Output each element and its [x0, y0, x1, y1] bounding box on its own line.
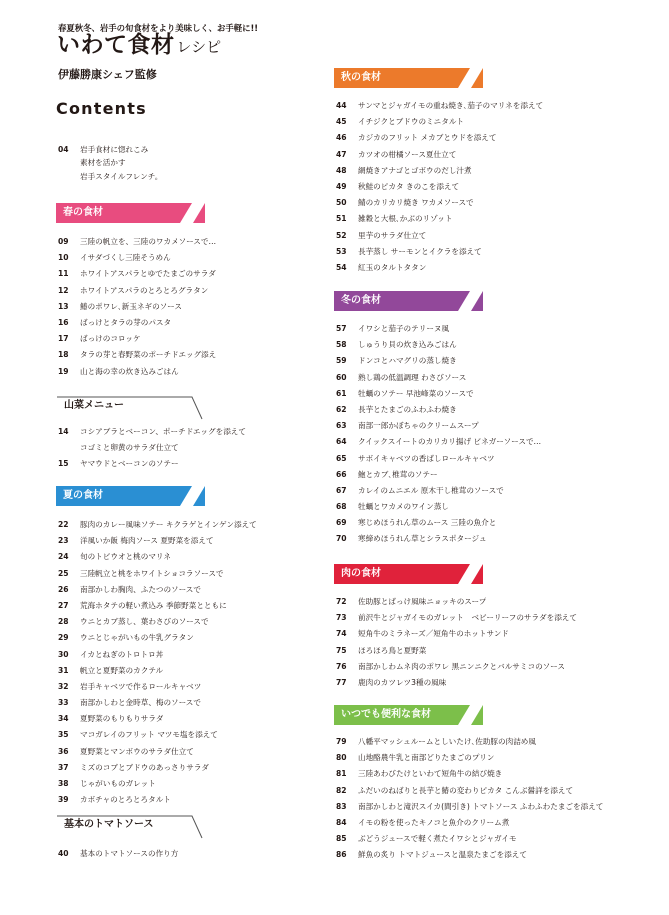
recipe-title: 紅玉のタルトタタン: [358, 262, 427, 272]
list-item[interactable]: [58, 299, 338, 315]
page-number: 24: [58, 552, 69, 562]
supervisor-credit: 伊藤勝康シェフ監修: [58, 68, 157, 81]
page-number: 09: [58, 237, 69, 246]
recipe-title: 鰆のポワレ､新玉ネギのソース: [80, 301, 182, 311]
autumn-list: [336, 98, 656, 276]
list-item[interactable]: [58, 760, 338, 776]
page-number: 38: [58, 779, 69, 788]
page-number: 54: [336, 262, 347, 272]
contents-heading: Contents: [56, 99, 147, 118]
list-item[interactable]: [58, 630, 338, 646]
section-header-tomato: [56, 815, 204, 839]
recipe-title: 基本のトマトソースの作り方: [80, 849, 179, 858]
page-number: 10: [58, 253, 69, 263]
list-item[interactable]: [58, 647, 338, 663]
list-item[interactable]: [336, 499, 656, 515]
page-number: 22: [58, 520, 69, 529]
list-item[interactable]: [336, 734, 656, 750]
list-item[interactable]: [336, 626, 656, 642]
page-number: 31: [58, 665, 69, 675]
page-number: 27: [58, 600, 69, 610]
page-number: 15: [58, 459, 69, 469]
page-number: 63: [336, 421, 347, 431]
section-header-autumn: [334, 68, 483, 88]
page-number: 16: [58, 317, 69, 327]
page-number: 18: [58, 350, 69, 360]
recipe-title: 岩手食材に惚れこみ: [80, 145, 149, 154]
recipe-title: 南部一郎かぼちゃのクリームスープ: [358, 421, 479, 431]
page-number: 83: [336, 801, 347, 811]
recipe-title: ふだいのねばりと長芋と鰆の変わりピカタ こんぶ醤詳を添えて: [358, 785, 574, 795]
list-item[interactable]: [58, 347, 338, 363]
list-item[interactable]: [336, 783, 656, 799]
sansai-list: [58, 424, 338, 473]
recipe-title: 短角牛のミラネーズ／短角牛のホットサンド: [358, 629, 509, 639]
recipe-title: 三陸の帆立を、三陸のワカメソースで…: [80, 237, 217, 246]
section-label: 山菜メニュー: [64, 400, 124, 411]
recipe-title: 牡蠣のソテー 早池峰菜のソースで: [358, 388, 474, 398]
recipe-title: 網焼きアナゴとゴボウのだし汁煮: [358, 165, 472, 175]
recipe-title: 鹿肉のカツレツ3種の風味: [358, 677, 447, 687]
page-number: 19: [58, 366, 69, 376]
page-number: 59: [336, 356, 347, 366]
recipe-title: ミズのコブとブドウのあっさりサラダ: [80, 762, 209, 772]
page-number: 81: [336, 769, 347, 779]
page-number: 11: [58, 269, 69, 279]
page-number: 70: [336, 534, 347, 544]
spring-list: [58, 234, 338, 380]
page-number: 35: [58, 730, 69, 740]
section-header-always: [334, 705, 483, 725]
recipe-title: ドンコとハマグリの蒸し焼き: [358, 356, 457, 366]
list-item[interactable]: [58, 315, 338, 331]
page-number: 53: [336, 246, 347, 256]
page-number: 47: [336, 149, 347, 159]
recipe-title: カボチャのとろとろタルト: [80, 795, 171, 805]
list-item[interactable]: [58, 582, 338, 598]
recipe-title: コシアブラとベーコン、ポーチドエッグを添えて: [80, 427, 246, 436]
recipe-title: ほろほろ鳥と夏野菜: [358, 645, 427, 655]
tagline: 春夏秋冬、岩手の旬食材をより美味しく、お手軽に!!: [58, 23, 259, 33]
page-number: 32: [58, 681, 69, 691]
list-item[interactable]: [58, 156, 328, 169]
page-number: 80: [336, 753, 347, 763]
list-item[interactable]: [336, 353, 656, 369]
section-label: 夏の食材: [63, 490, 103, 501]
recipe-title: タラの芽と春野菜のポーチドエッグ添え: [80, 350, 217, 360]
list-item[interactable]: [336, 434, 656, 450]
list-item[interactable]: [336, 114, 656, 130]
page-number: 48: [336, 165, 347, 175]
page-number: 14: [58, 427, 69, 436]
page-number: 04: [58, 145, 69, 154]
section-header-sansai: [56, 396, 204, 420]
list-item[interactable]: [58, 440, 338, 456]
recipe-title: 前沢牛とジャガイモのガレット ベビーリーフのサラダを添えて: [358, 613, 577, 623]
page-number: 65: [336, 453, 347, 463]
recipe-title: 夏野菜とマンボウのサラダ仕立て: [80, 746, 194, 756]
recipe-title: 南部かしわムネ肉のポワレ 黒ニンニクとバルサミコのソース: [358, 661, 565, 671]
page-number: 67: [336, 485, 347, 495]
recipe-title: 三陸あわびたけといわて短角牛の結び焼き: [358, 769, 503, 779]
list-item[interactable]: [336, 675, 656, 691]
section-label: 冬の食材: [341, 295, 381, 306]
list-item[interactable]: [336, 515, 656, 531]
recipe-title: 洋風いか飯 梅肉ソース 夏野菜を添えて: [80, 536, 214, 546]
recipe-title: イワシと茄子のテリーヌ風: [358, 324, 450, 333]
page-number: 12: [58, 285, 69, 295]
list-item[interactable]: [58, 143, 328, 156]
page-number: 73: [336, 613, 347, 623]
recipe-title: 秋鮭のピカタ きのこを添えて: [358, 181, 460, 191]
list-item[interactable]: [336, 451, 656, 467]
page-number: 62: [336, 404, 347, 414]
page-number: 76: [336, 661, 347, 671]
recipe-title: しゅうり貝の炊き込みごはん: [358, 340, 457, 350]
recipe-title: 雑穀と大根､かぶのリゾット: [358, 214, 453, 224]
list-item[interactable]: [336, 211, 656, 227]
recipe-title: サボイキャベツの香ばしロールキャベツ: [358, 453, 495, 463]
recipe-title: 長芋蒸し サーモンとイクラを添えて: [358, 246, 482, 256]
section-label: 秋の食材: [341, 72, 381, 83]
page-number: 74: [336, 629, 347, 639]
recipe-title: 鯖のカリカリ焼き ワカメソースで: [358, 198, 474, 208]
page-number: 86: [336, 850, 347, 860]
page-number: 68: [336, 502, 347, 512]
section-header-spring: [56, 203, 205, 223]
page-number: 50: [336, 198, 347, 208]
recipe-title: 熟し鶏の低温調理 わさびソース: [358, 372, 467, 382]
list-item[interactable]: [336, 799, 656, 815]
page-number: 26: [58, 584, 69, 594]
page-number: 28: [58, 617, 69, 627]
list-item[interactable]: [336, 402, 656, 418]
recipe-title: 山地酪農牛乳と南部どりたまごのプリン: [358, 753, 495, 763]
recipe-title: 岩手スタイルフレンチ。: [80, 171, 163, 181]
list-item[interactable]: [336, 163, 656, 179]
recipe-title: ウニとカブ蒸し、葉わさびのソースで: [80, 617, 209, 627]
page-number: 44: [336, 101, 347, 110]
list-item[interactable]: [58, 744, 338, 760]
winter-list: [336, 321, 656, 548]
list-item[interactable]: [58, 250, 338, 266]
recipe-title: 山と海の幸の炊き込みごはん: [80, 366, 179, 376]
page-title: [57, 34, 221, 57]
list-item[interactable]: [336, 98, 656, 114]
recipe-title: 岩手キャベツで作るロールキャベツ: [80, 681, 202, 691]
page-number: 23: [58, 536, 69, 546]
recipe-title: マコガレイのフリット マツモ塩を添えて: [80, 730, 218, 740]
page-number: [58, 156, 80, 169]
page-number: 72: [336, 597, 347, 606]
list-item[interactable]: [336, 130, 656, 146]
page-number: 30: [58, 649, 69, 659]
list-item[interactable]: [336, 659, 656, 675]
page-number: 66: [336, 469, 347, 479]
list-item[interactable]: [58, 424, 338, 440]
page-number: 84: [336, 817, 347, 827]
list-item[interactable]: [336, 195, 656, 211]
section-label: 肉の食材: [341, 568, 381, 579]
page-number: 52: [336, 230, 347, 240]
recipe-title: イサダづくし三陸そうめん: [80, 253, 171, 263]
meat-list: [336, 594, 656, 691]
list-item[interactable]: [336, 337, 656, 353]
page-number: 57: [336, 324, 347, 333]
page-number: 40: [58, 849, 69, 858]
page-number: 60: [336, 372, 347, 382]
list-item[interactable]: [58, 364, 338, 380]
recipe-title: 豚肉のカレー風味ソテー キクラゲとインゲン添えて: [80, 520, 257, 529]
recipe-title: ホワイトアスパラとゆでたまごのサラダ: [80, 269, 216, 279]
page-number: 77: [336, 677, 347, 687]
page-number: 51: [336, 214, 347, 224]
recipe-title: ばっけのコロッケ: [80, 334, 141, 344]
recipe-title: カツオの柑橘ソース夏仕立て: [358, 149, 457, 159]
page-number: 58: [336, 340, 347, 350]
section-label: 春の食材: [63, 207, 103, 218]
recipe-title: カジカのフリット メカブとウドを添えて: [358, 133, 497, 143]
list-item[interactable]: [336, 260, 656, 276]
page-number: 17: [58, 334, 69, 344]
list-item[interactable]: [336, 610, 656, 626]
recipe-title: 夏野菜のもりもりサラダ: [80, 714, 164, 724]
list-item[interactable]: [336, 643, 656, 659]
page-number: 82: [336, 785, 347, 795]
recipe-title: ぶどうジュースで軽く煮たイワシとジャガイモ: [358, 834, 517, 844]
list-item[interactable]: [58, 283, 338, 299]
recipe-title: 南部かしわと滝沢スイカ(間引き) トマトソース ふわふわたまごを添えて: [358, 801, 604, 811]
recipe-title: 三陸帆立と桃をホワイトショコラソースで: [80, 568, 224, 578]
list-item[interactable]: [58, 792, 338, 808]
list-item[interactable]: [336, 244, 656, 260]
page-number: 85: [336, 834, 347, 844]
list-item[interactable]: [336, 531, 656, 547]
page-number: 36: [58, 746, 69, 756]
recipe-title: 荒海ホタテの軽い煮込み 季節野菜とともに: [80, 600, 227, 610]
recipe-title: イカとねぎのトロトロ丼: [80, 649, 164, 659]
recipe-title: 南部かしわ胸肉、ふたつのソースで: [80, 584, 201, 594]
list-item[interactable]: [58, 776, 338, 792]
list-item[interactable]: [336, 321, 656, 337]
page-number: 46: [336, 133, 347, 143]
section-label: 基本のトマトソース: [64, 819, 154, 830]
list-item[interactable]: [58, 234, 338, 250]
list-item[interactable]: [58, 846, 338, 862]
page-number: 61: [336, 388, 347, 398]
recipe-title: 牡蠣とワカメのワイン蒸し: [358, 502, 449, 512]
recipe-title: サンマとジャガイモの重ね焼き､茄子のマリネを添えて: [358, 101, 544, 110]
list-item[interactable]: [336, 228, 656, 244]
recipe-title: 素材を活かす: [80, 158, 126, 168]
list-item[interactable]: [58, 331, 338, 347]
recipe-title: コゴミと卵黄のサラダ仕立て: [80, 443, 179, 453]
recipe-title: 旬のトビウオと桃のマリネ: [80, 552, 171, 562]
recipe-title: 佐助豚とばっけ風味ニョッキのスープ: [358, 597, 487, 606]
list-item[interactable]: [336, 179, 656, 195]
page-number: 29: [58, 633, 69, 643]
recipe-title: イモの粉を使ったキノコと魚介のクリーム煮: [358, 817, 510, 827]
recipe-title: 八幡平マッシュルームとしいたけ､佐助豚の肉詰め風: [358, 737, 536, 746]
recipe-title: ホワイトアスパラのとろとろグラタン: [80, 285, 209, 295]
page-number: 64: [336, 437, 347, 447]
list-item[interactable]: [58, 549, 338, 565]
recipe-title: じゃがいものガレット: [80, 779, 156, 788]
recipe-title: クイックスイートのカリカリ揚げ ビネガーソースで…: [358, 437, 542, 447]
title-sub: レシピ: [176, 38, 222, 56]
recipe-title: 寒じめほうれん草のムース 三陸の魚介と: [358, 518, 497, 528]
page-number: 25: [58, 568, 69, 578]
page-number: 39: [58, 795, 69, 805]
list-item[interactable]: [336, 147, 656, 163]
list-item[interactable]: [336, 815, 656, 831]
page-number: 45: [336, 117, 347, 127]
list-item[interactable]: [336, 594, 656, 610]
list-item[interactable]: [58, 533, 338, 549]
section-header-meat: [334, 564, 483, 584]
list-item[interactable]: [58, 456, 338, 472]
list-item[interactable]: [58, 711, 338, 727]
page-number: [58, 170, 80, 183]
list-item[interactable]: [336, 467, 656, 483]
recipe-title: ウニとじゃがいもの牛乳グラタン: [80, 633, 194, 643]
page-number: 33: [58, 698, 69, 708]
page-number: 75: [336, 645, 347, 655]
page-number: 37: [58, 762, 69, 772]
title-main: いわて食材: [57, 32, 175, 58]
always-list: [336, 734, 656, 864]
list-item[interactable]: [336, 418, 656, 434]
list-item[interactable]: [58, 614, 338, 630]
list-item[interactable]: [336, 847, 656, 863]
section-header-summer: [56, 486, 205, 506]
page-number: 34: [58, 714, 69, 724]
recipe-title: 帆立と夏野菜のカクテル: [80, 665, 164, 675]
summer-list: [58, 517, 338, 808]
list-item[interactable]: [58, 663, 338, 679]
intro-list: [58, 143, 328, 183]
recipe-title: カレイのムニエル 原木干し椎茸のソースで: [358, 485, 504, 495]
recipe-title: 鮮魚の炙り トマトジュースと温泉たまごを添えて: [358, 850, 527, 860]
section-label: いつでも便利な食材: [341, 709, 431, 720]
recipe-title: 南部かしわと金時草、梅のソースで: [80, 698, 201, 708]
list-item[interactable]: [336, 370, 656, 386]
list-item[interactable]: [58, 566, 338, 582]
recipe-title: イチジクとブドウのミニタルト: [358, 117, 465, 127]
recipe-title: 長芋とたまごのふわふわ焼き: [358, 404, 457, 414]
list-item[interactable]: [58, 679, 338, 695]
section-header-winter: [334, 291, 483, 311]
recipe-title: ばっけとタラの芽のパスタ: [80, 317, 172, 327]
list-item[interactable]: [58, 727, 338, 743]
recipe-title: 鮑とカブ､椎茸のソテー: [358, 469, 438, 479]
list-item[interactable]: [336, 386, 656, 402]
list-item[interactable]: [336, 483, 656, 499]
page-number: [58, 440, 80, 456]
recipe-title: 里芋のサラダ仕立て: [358, 230, 427, 240]
list-item[interactable]: [336, 750, 656, 766]
list-item[interactable]: [58, 517, 338, 533]
recipe-title: 寒締めほうれん草とシラスポタージュ: [358, 534, 487, 544]
list-item[interactable]: [58, 598, 338, 614]
list-item[interactable]: [336, 831, 656, 847]
page-number: 13: [58, 301, 69, 311]
page-number: 49: [336, 181, 347, 191]
list-item[interactable]: [336, 766, 656, 782]
list-item[interactable]: [58, 266, 338, 282]
tomato-list: [58, 846, 338, 862]
recipe-title: ヤマウドとベーコンのソテー: [80, 459, 179, 469]
page-number: 69: [336, 518, 347, 528]
list-item[interactable]: [58, 695, 338, 711]
list-item[interactable]: [58, 170, 328, 183]
page-number: 79: [336, 737, 347, 746]
